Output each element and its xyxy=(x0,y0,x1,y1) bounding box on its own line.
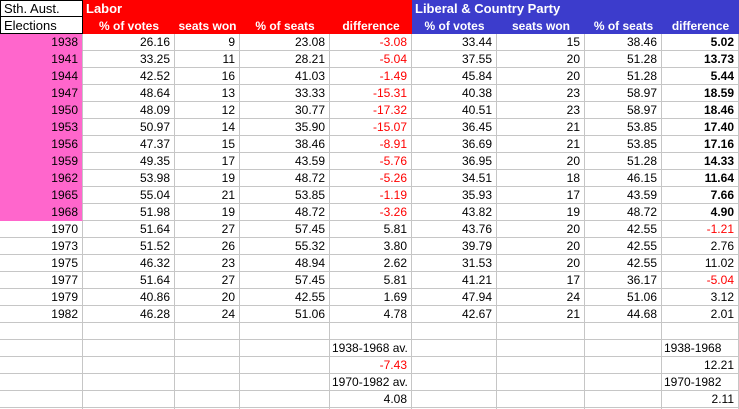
empty-cell[interactable] xyxy=(0,323,83,340)
labor-diff-cell[interactable]: -5.26 xyxy=(330,170,412,187)
lcp-votes-header[interactable]: % of votes xyxy=(412,17,497,34)
labor-votes-cell[interactable]: 42.52 xyxy=(83,68,175,85)
labor-votes-cell[interactable]: 26.16 xyxy=(83,34,175,51)
lcp-votes-cell[interactable]: 43.82 xyxy=(412,204,497,221)
empty-cell[interactable] xyxy=(412,323,497,340)
labor-seat_pct-cell[interactable]: 51.06 xyxy=(240,306,330,323)
labor-seat_pct-cell[interactable]: 41.03 xyxy=(240,68,330,85)
lcp-seat_pct-cell[interactable]: 51.28 xyxy=(585,153,662,170)
labor-votes-cell[interactable]: 55.04 xyxy=(83,187,175,204)
labor-seats-cell[interactable]: 27 xyxy=(175,272,240,289)
labor-diff-cell[interactable]: -3.26 xyxy=(330,204,412,221)
labor-votes-cell[interactable]: 51.64 xyxy=(83,221,175,238)
labor-votes-cell[interactable]: 51.98 xyxy=(83,204,175,221)
year-cell[interactable]: 1953 xyxy=(0,119,83,136)
labor-diff-cell[interactable]: 5.81 xyxy=(330,272,412,289)
lcp-diff-cell[interactable]: 18.59 xyxy=(662,85,739,102)
labor-seat_pct-cell[interactable]: 30.77 xyxy=(240,102,330,119)
lcp-votes-cell[interactable]: 33.44 xyxy=(412,34,497,51)
empty-cell[interactable] xyxy=(585,391,662,408)
year-cell[interactable]: 1979 xyxy=(0,289,83,306)
empty-cell[interactable] xyxy=(175,340,240,357)
empty-cell[interactable] xyxy=(240,374,330,391)
year-cell[interactable]: 1947 xyxy=(0,85,83,102)
empty-cell[interactable] xyxy=(497,357,585,374)
year-cell[interactable]: 1965 xyxy=(0,187,83,204)
labor-seats-cell[interactable]: 15 xyxy=(175,136,240,153)
labor-votes-cell[interactable]: 40.86 xyxy=(83,289,175,306)
labor-seat_pct-cell[interactable]: 55.32 xyxy=(240,238,330,255)
empty-cell[interactable] xyxy=(585,340,662,357)
labor-votes-cell[interactable]: 51.52 xyxy=(83,238,175,255)
lcp-votes-cell[interactable]: 36.45 xyxy=(412,119,497,136)
labor-seats-cell[interactable]: 14 xyxy=(175,119,240,136)
labor-seat_pct-cell[interactable]: 48.94 xyxy=(240,255,330,272)
lcp-diff-cell[interactable]: 7.66 xyxy=(662,187,739,204)
empty-cell[interactable] xyxy=(175,323,240,340)
lcp-seat_pct-cell[interactable]: 38.46 xyxy=(585,34,662,51)
lcp-seat_pct-cell[interactable]: 36.17 xyxy=(585,272,662,289)
lcp-seats-cell[interactable]: 20 xyxy=(497,51,585,68)
labor-seats-cell[interactable]: 12 xyxy=(175,102,240,119)
lcp-seats-cell[interactable]: 24 xyxy=(497,289,585,306)
lcp-seat_pct-cell[interactable]: 51.28 xyxy=(585,51,662,68)
labor-votes-cell[interactable]: 48.64 xyxy=(83,85,175,102)
lcp-diff-cell[interactable]: 2.76 xyxy=(662,238,739,255)
labor-seats-cell[interactable]: 20 xyxy=(175,289,240,306)
lcp-votes-cell[interactable]: 40.51 xyxy=(412,102,497,119)
lcp-seat_pct-cell[interactable]: 51.06 xyxy=(585,289,662,306)
lcp-seat_pct-cell[interactable]: 48.72 xyxy=(585,204,662,221)
lcp-summary-label[interactable]: 1938-1968 xyxy=(662,340,739,357)
labor-seat_pct-cell[interactable]: 48.72 xyxy=(240,170,330,187)
empty-cell[interactable] xyxy=(0,357,83,374)
lcp-seats-cell[interactable]: 23 xyxy=(497,85,585,102)
labor-seat_pct-cell[interactable]: 33.33 xyxy=(240,85,330,102)
corner-cell-elections[interactable]: Elections xyxy=(0,17,83,34)
labor-seats-cell[interactable]: 19 xyxy=(175,170,240,187)
labor-seat_pct-cell[interactable]: 23.08 xyxy=(240,34,330,51)
empty-cell[interactable] xyxy=(585,323,662,340)
labor-diff-cell[interactable]: 4.78 xyxy=(330,306,412,323)
lcp-votes-cell[interactable]: 35.93 xyxy=(412,187,497,204)
lcp-diff-cell[interactable]: -1.21 xyxy=(662,221,739,238)
year-cell[interactable]: 1938 xyxy=(0,34,83,51)
empty-cell[interactable] xyxy=(497,391,585,408)
labor-votes-cell[interactable]: 50.97 xyxy=(83,119,175,136)
lcp-diff-cell[interactable]: 13.73 xyxy=(662,51,739,68)
labor-votes-cell[interactable]: 47.37 xyxy=(83,136,175,153)
lcp-seats-cell[interactable]: 23 xyxy=(497,102,585,119)
lcp-votes-cell[interactable]: 43.76 xyxy=(412,221,497,238)
labor-seats-cell[interactable]: 16 xyxy=(175,68,240,85)
lcp-votes-cell[interactable]: 39.79 xyxy=(412,238,497,255)
labor-diff-cell[interactable]: -1.19 xyxy=(330,187,412,204)
empty-cell[interactable] xyxy=(175,391,240,408)
empty-cell[interactable] xyxy=(497,323,585,340)
empty-cell[interactable] xyxy=(330,323,412,340)
year-cell[interactable]: 1950 xyxy=(0,102,83,119)
lcp-diff-cell[interactable]: 4.90 xyxy=(662,204,739,221)
empty-cell[interactable] xyxy=(240,357,330,374)
empty-cell[interactable] xyxy=(240,391,330,408)
labor-seat_pct-cell[interactable]: 57.45 xyxy=(240,221,330,238)
labor-seat_pct-cell[interactable]: 48.72 xyxy=(240,204,330,221)
lcp-seat_pct-cell[interactable]: 58.97 xyxy=(585,85,662,102)
lcp-diff-cell[interactable]: 17.40 xyxy=(662,119,739,136)
labor-seat_pct-cell[interactable]: 42.55 xyxy=(240,289,330,306)
labor-seats-cell[interactable]: 13 xyxy=(175,85,240,102)
labor-seats-cell[interactable]: 23 xyxy=(175,255,240,272)
labor-votes-cell[interactable]: 53.98 xyxy=(83,170,175,187)
lcp-votes-cell[interactable]: 42.67 xyxy=(412,306,497,323)
labor-summary-label[interactable]: 1938-1968 av. xyxy=(330,340,412,357)
lcp-seats-cell[interactable]: 21 xyxy=(497,136,585,153)
lcp-seats-cell[interactable]: 15 xyxy=(497,34,585,51)
lcp-seat_pct-cell[interactable]: 42.55 xyxy=(585,255,662,272)
lcp-votes-cell[interactable]: 36.69 xyxy=(412,136,497,153)
lcp-diff-cell[interactable]: 14.33 xyxy=(662,153,739,170)
empty-cell[interactable] xyxy=(412,340,497,357)
empty-cell[interactable] xyxy=(662,323,739,340)
labor-diff-cell[interactable]: -5.04 xyxy=(330,51,412,68)
labor-diff-cell[interactable]: -15.07 xyxy=(330,119,412,136)
empty-cell[interactable] xyxy=(412,391,497,408)
labor-seats-header[interactable]: seats won xyxy=(175,17,240,34)
year-cell[interactable]: 1975 xyxy=(0,255,83,272)
labor-seats-cell[interactable]: 27 xyxy=(175,221,240,238)
labor-summary-value[interactable]: 4.08 xyxy=(330,391,412,408)
lcp-votes-cell[interactable]: 34.51 xyxy=(412,170,497,187)
corner-cell-region[interactable]: Sth. Aust. xyxy=(0,0,83,17)
year-cell[interactable]: 1970 xyxy=(0,221,83,238)
lcp-summary-label[interactable]: 1970-1982 xyxy=(662,374,739,391)
empty-cell[interactable] xyxy=(240,340,330,357)
labor-seats-cell[interactable]: 11 xyxy=(175,51,240,68)
lcp-votes-cell[interactable]: 40.38 xyxy=(412,85,497,102)
lcp-difference-header[interactable]: difference xyxy=(662,17,739,34)
lcp-seat_pct-cell[interactable]: 51.28 xyxy=(585,68,662,85)
labor-votes-cell[interactable]: 46.28 xyxy=(83,306,175,323)
lcp-diff-cell[interactable]: 5.44 xyxy=(662,68,739,85)
lcp-seat_pct-cell[interactable]: 42.55 xyxy=(585,221,662,238)
labor-diff-cell[interactable]: 3.80 xyxy=(330,238,412,255)
lcp-diff-cell[interactable]: 2.01 xyxy=(662,306,739,323)
lcp-summary-value[interactable]: 12.21 xyxy=(662,357,739,374)
empty-cell[interactable] xyxy=(412,357,497,374)
labor-seat_pct-cell[interactable]: 35.90 xyxy=(240,119,330,136)
lcp-seats-cell[interactable]: 20 xyxy=(497,153,585,170)
labor-summary-value[interactable]: -7.43 xyxy=(330,357,412,374)
labor-diff-cell[interactable]: -15.31 xyxy=(330,85,412,102)
empty-cell[interactable] xyxy=(240,323,330,340)
labor-seatpct-header[interactable]: % of seats xyxy=(240,17,330,34)
labor-seat_pct-cell[interactable]: 57.45 xyxy=(240,272,330,289)
lcp-seat_pct-cell[interactable]: 42.55 xyxy=(585,238,662,255)
lcp-diff-cell[interactable]: -5.04 xyxy=(662,272,739,289)
labor-seats-cell[interactable]: 26 xyxy=(175,238,240,255)
empty-cell[interactable] xyxy=(175,357,240,374)
labor-seat_pct-cell[interactable]: 28.21 xyxy=(240,51,330,68)
lcp-seat_pct-cell[interactable]: 43.59 xyxy=(585,187,662,204)
lcp-seats-cell[interactable]: 20 xyxy=(497,238,585,255)
labor-diff-cell[interactable]: -17.32 xyxy=(330,102,412,119)
lcp-header-cell[interactable]: Liberal & Country Party xyxy=(412,0,739,17)
labor-votes-cell[interactable]: 33.25 xyxy=(83,51,175,68)
lcp-seats-cell[interactable]: 21 xyxy=(497,119,585,136)
year-cell[interactable]: 1959 xyxy=(0,153,83,170)
year-cell[interactable]: 1977 xyxy=(0,272,83,289)
empty-cell[interactable] xyxy=(83,323,175,340)
empty-cell[interactable] xyxy=(585,357,662,374)
lcp-seat_pct-cell[interactable]: 46.15 xyxy=(585,170,662,187)
lcp-summary-value[interactable]: 2.11 xyxy=(662,391,739,408)
empty-cell[interactable] xyxy=(83,374,175,391)
year-cell[interactable]: 1982 xyxy=(0,306,83,323)
lcp-votes-cell[interactable]: 37.55 xyxy=(412,51,497,68)
labor-seats-cell[interactable]: 17 xyxy=(175,153,240,170)
lcp-seats-cell[interactable]: 21 xyxy=(497,306,585,323)
empty-cell[interactable] xyxy=(0,374,83,391)
lcp-votes-cell[interactable]: 36.95 xyxy=(412,153,497,170)
year-cell[interactable]: 1962 xyxy=(0,170,83,187)
empty-cell[interactable] xyxy=(83,391,175,408)
lcp-seats-cell[interactable]: 20 xyxy=(497,255,585,272)
labor-summary-label[interactable]: 1970-1982 av. xyxy=(330,374,412,391)
lcp-seats-cell[interactable]: 20 xyxy=(497,221,585,238)
labor-seat_pct-cell[interactable]: 43.59 xyxy=(240,153,330,170)
labor-diff-cell[interactable]: 1.69 xyxy=(330,289,412,306)
lcp-seats-cell[interactable]: 19 xyxy=(497,204,585,221)
lcp-seats-header[interactable]: seats won xyxy=(497,17,585,34)
labor-diff-cell[interactable]: -1.49 xyxy=(330,68,412,85)
lcp-diff-cell[interactable]: 11.64 xyxy=(662,170,739,187)
lcp-diff-cell[interactable]: 3.12 xyxy=(662,289,739,306)
lcp-seatpct-header[interactable]: % of seats xyxy=(585,17,662,34)
labor-diff-cell[interactable]: 2.62 xyxy=(330,255,412,272)
empty-cell[interactable] xyxy=(83,340,175,357)
empty-cell[interactable] xyxy=(0,391,83,408)
labor-diff-cell[interactable]: -3.08 xyxy=(330,34,412,51)
lcp-seat_pct-cell[interactable]: 53.85 xyxy=(585,136,662,153)
labor-votes-cell[interactable]: 46.32 xyxy=(83,255,175,272)
lcp-diff-cell[interactable]: 17.16 xyxy=(662,136,739,153)
lcp-diff-cell[interactable]: 18.46 xyxy=(662,102,739,119)
lcp-seat_pct-cell[interactable]: 44.68 xyxy=(585,306,662,323)
lcp-seats-cell[interactable]: 17 xyxy=(497,187,585,204)
empty-cell[interactable] xyxy=(412,374,497,391)
empty-cell[interactable] xyxy=(83,357,175,374)
year-cell[interactable]: 1973 xyxy=(0,238,83,255)
year-cell[interactable]: 1968 xyxy=(0,204,83,221)
lcp-votes-cell[interactable]: 41.21 xyxy=(412,272,497,289)
lcp-seat_pct-cell[interactable]: 58.97 xyxy=(585,102,662,119)
labor-seat_pct-cell[interactable]: 38.46 xyxy=(240,136,330,153)
lcp-seats-cell[interactable]: 17 xyxy=(497,272,585,289)
labor-seats-cell[interactable]: 21 xyxy=(175,187,240,204)
lcp-seats-cell[interactable]: 18 xyxy=(497,170,585,187)
year-cell[interactable]: 1956 xyxy=(0,136,83,153)
lcp-seats-cell[interactable]: 20 xyxy=(497,68,585,85)
labor-diff-cell[interactable]: -5.76 xyxy=(330,153,412,170)
lcp-seat_pct-cell[interactable]: 53.85 xyxy=(585,119,662,136)
labor-seats-cell[interactable]: 24 xyxy=(175,306,240,323)
year-cell[interactable]: 1944 xyxy=(0,68,83,85)
labor-difference-header[interactable]: difference xyxy=(330,17,412,34)
labor-seat_pct-cell[interactable]: 53.85 xyxy=(240,187,330,204)
labor-diff-cell[interactable]: 5.81 xyxy=(330,221,412,238)
empty-cell[interactable] xyxy=(497,374,585,391)
lcp-votes-cell[interactable]: 47.94 xyxy=(412,289,497,306)
labor-header-cell[interactable]: Labor xyxy=(83,0,412,17)
labor-diff-cell[interactable]: -8.91 xyxy=(330,136,412,153)
labor-votes-cell[interactable]: 51.64 xyxy=(83,272,175,289)
lcp-diff-cell[interactable]: 11.02 xyxy=(662,255,739,272)
empty-cell[interactable] xyxy=(585,374,662,391)
labor-votes-cell[interactable]: 48.09 xyxy=(83,102,175,119)
year-cell[interactable]: 1941 xyxy=(0,51,83,68)
labor-seats-cell[interactable]: 19 xyxy=(175,204,240,221)
empty-cell[interactable] xyxy=(175,374,240,391)
lcp-diff-cell[interactable]: 5.02 xyxy=(662,34,739,51)
empty-cell[interactable] xyxy=(0,340,83,357)
labor-votes-cell[interactable]: 49.35 xyxy=(83,153,175,170)
labor-seats-cell[interactable]: 9 xyxy=(175,34,240,51)
lcp-votes-cell[interactable]: 45.84 xyxy=(412,68,497,85)
labor-votes-header[interactable]: % of votes xyxy=(83,17,175,34)
empty-cell[interactable] xyxy=(497,340,585,357)
lcp-votes-cell[interactable]: 31.53 xyxy=(412,255,497,272)
